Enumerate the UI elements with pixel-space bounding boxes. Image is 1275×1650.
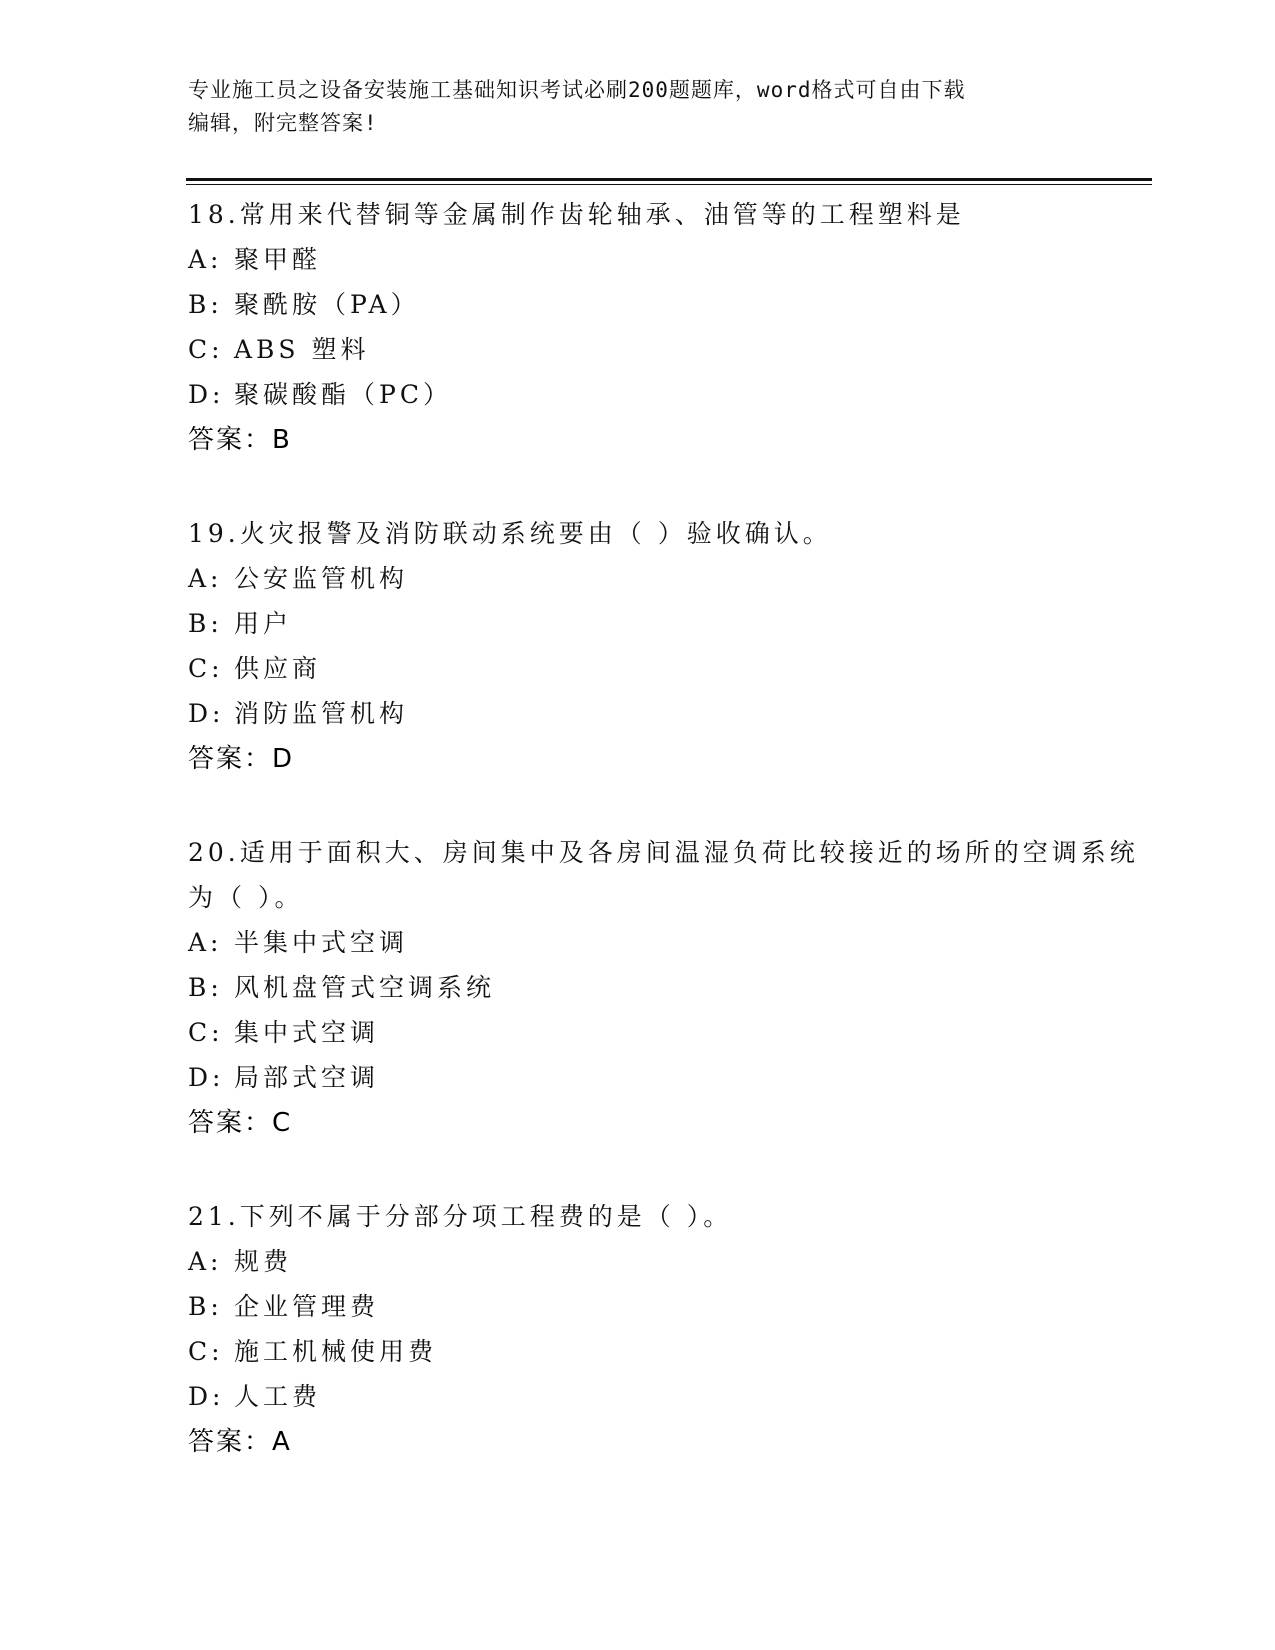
option-b xyxy=(188,601,1148,646)
option-letter: D: xyxy=(188,1382,225,1411)
answer-line: 答案：C xyxy=(188,1108,293,1138)
question-list xyxy=(188,190,1148,1511)
option-letter: A: xyxy=(188,564,223,593)
option-letter: C: xyxy=(188,654,224,683)
option-text: 公安监管机构 xyxy=(234,564,409,593)
answer-line: 答案：B xyxy=(188,425,292,455)
option-text: 企业管理费 xyxy=(234,1292,380,1321)
question-stem: 19.火灾报警及消防联动系统要由（ ）验收确认。 xyxy=(188,519,832,548)
option-d xyxy=(188,372,1148,417)
option-c xyxy=(188,646,1148,691)
option-c xyxy=(188,1329,1148,1374)
option-a xyxy=(188,1239,1148,1284)
option-c xyxy=(188,327,1148,372)
header-line-2: 编辑，附完整答案! xyxy=(188,111,378,135)
option-d xyxy=(188,1374,1148,1419)
option-text: 半集中式空调 xyxy=(234,928,409,957)
option-text: 局部式空调 xyxy=(234,1063,380,1092)
option-text: 供应商 xyxy=(234,654,322,683)
question-stem: 18.常用来代替铜等金属制作齿轮轴承、油管等的工程塑料是 xyxy=(188,200,965,229)
option-letter: D: xyxy=(188,699,225,728)
option-letter: C: xyxy=(188,1018,224,1047)
question-18 xyxy=(188,190,1148,463)
option-letter: A: xyxy=(188,245,223,274)
option-letter: C: xyxy=(188,335,224,364)
option-text: 聚酰胺（PA） xyxy=(234,290,420,319)
document-header xyxy=(188,74,1088,140)
question-21 xyxy=(188,1192,1148,1465)
question-19 xyxy=(188,509,1148,782)
option-c xyxy=(188,1010,1148,1055)
option-text: 聚甲醛 xyxy=(234,245,322,274)
answer-line: 答案：D xyxy=(188,744,295,774)
option-b xyxy=(188,282,1148,327)
header-divider-thick xyxy=(186,178,1152,181)
option-letter: B: xyxy=(188,290,223,319)
option-letter: B: xyxy=(188,1292,223,1321)
question-20 xyxy=(188,828,1148,1146)
option-letter: C: xyxy=(188,1337,224,1366)
option-d xyxy=(188,691,1148,736)
option-letter: B: xyxy=(188,609,223,638)
option-letter: B: xyxy=(188,973,223,1002)
option-text: 用户 xyxy=(234,609,293,638)
option-letter: D: xyxy=(188,380,225,409)
answer-line: 答案：A xyxy=(188,1427,292,1457)
option-text: 施工机械使用费 xyxy=(234,1337,438,1366)
option-text: 人工费 xyxy=(234,1382,322,1411)
option-text: 风机盘管式空调系统 xyxy=(234,973,496,1002)
option-a xyxy=(188,237,1148,282)
question-stem: 21.下列不属于分部分项工程费的是（ ）。 xyxy=(188,1202,733,1231)
option-a xyxy=(188,556,1148,601)
question-stem: 20.适用于面积大、房间集中及各房间温湿负荷比较接近的场所的空调系统为（ ）。 xyxy=(188,838,1139,912)
option-letter: D: xyxy=(188,1063,225,1092)
option-text: 聚碳酸酯（PC） xyxy=(234,380,452,409)
option-b xyxy=(188,1284,1148,1329)
header-divider-thin xyxy=(186,184,1152,185)
option-letter: A: xyxy=(188,928,223,957)
option-a xyxy=(188,920,1148,965)
option-text: ABS 塑料 xyxy=(234,335,370,364)
option-b xyxy=(188,965,1148,1010)
option-text: 集中式空调 xyxy=(234,1018,380,1047)
header-line-1: 专业施工员之设备安装施工基础知识考试必刷200题题库，word格式可自由下载 xyxy=(188,78,966,102)
option-d xyxy=(188,1055,1148,1100)
option-letter: A: xyxy=(188,1247,223,1276)
option-text: 消防监管机构 xyxy=(234,699,409,728)
option-text: 规费 xyxy=(234,1247,293,1276)
